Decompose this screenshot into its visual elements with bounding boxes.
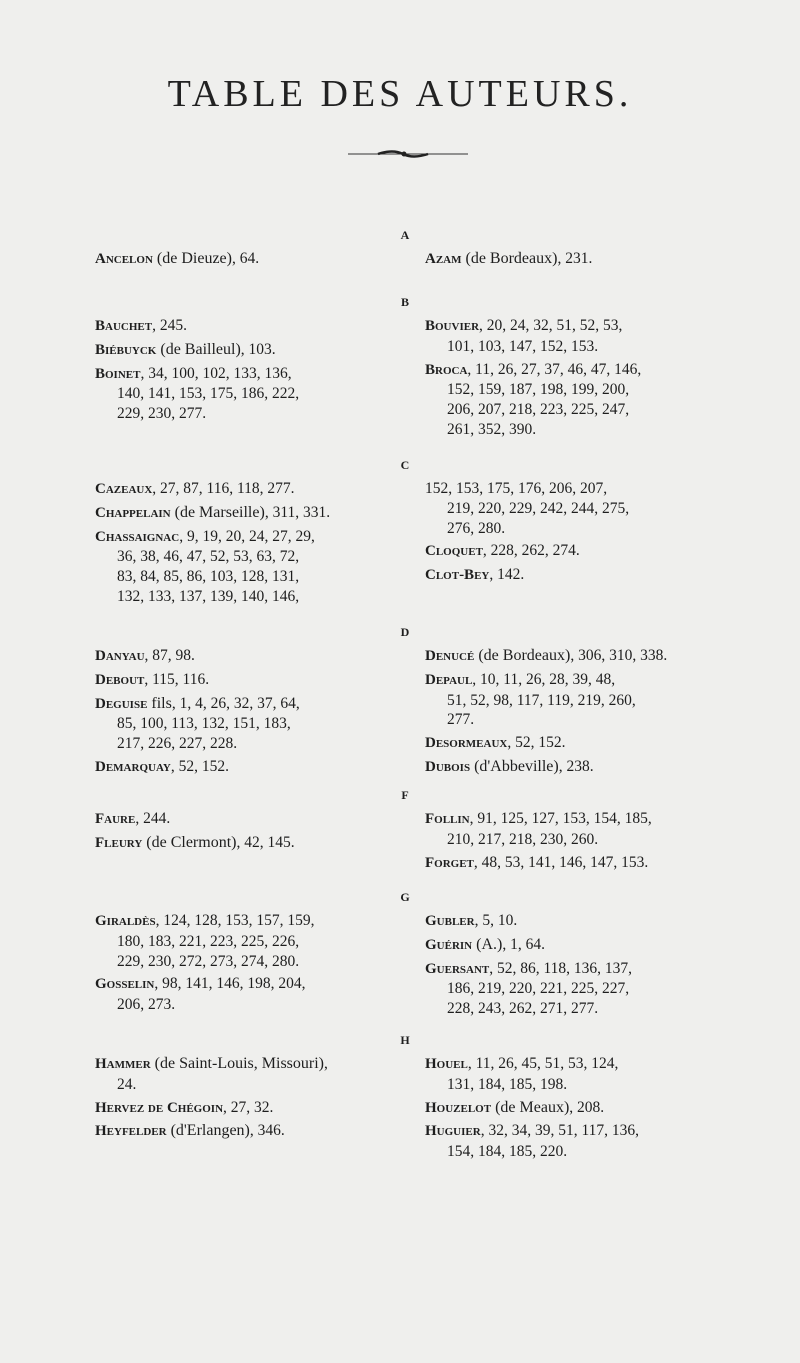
page-references-continued: 101, 103, 147, 152, 153. <box>447 337 599 355</box>
page-references: , 1, 64. <box>502 935 545 953</box>
author-name: Forget <box>425 854 474 871</box>
author-name: Bauchet <box>95 318 153 334</box>
author-entry <box>425 1098 735 1119</box>
page-references-continued: 229, 230, 272, 273, 274, 280. <box>117 952 300 970</box>
author-entry <box>425 360 735 440</box>
page-references-continued: 206, 273. <box>117 996 176 1014</box>
author-qualifier: (A.) <box>472 935 503 953</box>
column-right <box>425 809 735 876</box>
page-references-continued: 83, 84, 85, 86, 103, 128, 131, <box>117 568 300 586</box>
page-references-continued: 217, 226, 227, 228. <box>117 735 238 753</box>
page-references: , 208. <box>569 1098 605 1116</box>
author-qualifier: (de Clermont) <box>142 833 237 851</box>
author-entry <box>425 757 735 778</box>
author-entry <box>95 809 395 830</box>
section-letter: H <box>400 1033 410 1047</box>
section-letter: F <box>401 788 409 802</box>
author-name: Follin <box>425 811 470 827</box>
section-columns <box>95 911 735 1022</box>
page-references: , 20, 24, 32, 51, 52, 53, <box>479 317 623 334</box>
author-name: Houel <box>425 1056 468 1072</box>
author-entry <box>95 1121 395 1142</box>
author-name: Gubler <box>425 913 475 929</box>
section-columns <box>95 316 735 443</box>
page-references-continued: 152, 159, 187, 198, 199, 200, <box>447 381 630 399</box>
author-name: Cloquet <box>425 543 483 560</box>
column-left <box>95 911 395 1022</box>
author-entry <box>95 1098 395 1119</box>
ornament-divider <box>348 147 468 161</box>
page-references-continued: 186, 219, 220, 221, 225, 227, <box>447 980 630 998</box>
author-qualifier: fils <box>147 694 172 712</box>
page-references-continued: 276, 280. <box>447 519 506 537</box>
author-qualifier: (de Bordeaux) <box>474 647 571 664</box>
author-name: Giraldès <box>95 913 156 929</box>
page-references-continued: 154, 184, 185, 220. <box>447 1143 568 1161</box>
page-references: , 231. <box>557 250 593 267</box>
page-references-continued: 85, 100, 113, 132, 151, 183, <box>117 715 291 733</box>
page-references: , 64. <box>231 250 260 267</box>
author-qualifier: (de Saint-Louis, Missouri) <box>150 1055 324 1072</box>
author-entry <box>95 974 395 1015</box>
page-references: , 11, 26, 27, 37, 46, 47, 146, <box>467 360 642 378</box>
author-entry <box>95 757 395 778</box>
author-name: Clot-Bey <box>425 567 490 584</box>
author-qualifier: (d'Erlangen) <box>166 1122 250 1140</box>
author-entry <box>95 503 395 524</box>
author-name: Depaul <box>425 671 473 688</box>
page-references: , 238. <box>558 757 594 775</box>
author-name: Azam <box>425 251 462 267</box>
author-name: Chappelain <box>95 504 171 521</box>
author-name: Debout <box>95 671 145 688</box>
author-name: Huguier <box>425 1123 481 1140</box>
author-name: Desormeaux <box>425 735 508 752</box>
author-name: Denucé <box>425 648 475 664</box>
page-references: , <box>324 1055 328 1072</box>
page-references: , 1, 4, 26, 32, 37, 64, <box>171 694 300 712</box>
author-entry <box>425 479 735 538</box>
page-references: , 245. <box>152 317 187 334</box>
column-right <box>425 316 735 443</box>
author-entry <box>425 959 735 1019</box>
page-references: , 228, 262, 274. <box>482 542 580 560</box>
author-entry <box>425 1121 735 1162</box>
page-references: , 311, 331. <box>264 503 331 521</box>
author-qualifier: (de Marseille) <box>170 503 265 521</box>
author-entry <box>95 340 395 361</box>
author-qualifier: (de Meaux) <box>491 1098 570 1116</box>
section-c <box>95 455 735 610</box>
author-name: Houzelot <box>425 1099 492 1116</box>
author-name: Fleury <box>95 834 143 851</box>
author-qualifier: (d'Abbeville) <box>470 757 559 775</box>
page-references: , 11, 26, 45, 51, 53, 124, <box>467 1055 619 1072</box>
section-columns <box>95 249 735 273</box>
column-left <box>95 249 395 273</box>
author-entry <box>425 911 735 932</box>
section-letter: C <box>400 458 410 472</box>
page-references-continued: 277. <box>447 711 475 729</box>
author-name: Hammer <box>95 1056 151 1072</box>
page-references: , 27, 87, 116, 118, 277. <box>152 480 295 497</box>
author-name: Broca <box>425 361 468 378</box>
page-references: , 42, 145. <box>236 833 295 851</box>
page-references-continued: 51, 52, 98, 117, 119, 219, 260, <box>447 691 636 709</box>
column-right <box>425 249 735 273</box>
section-d <box>95 622 735 781</box>
column-left <box>95 646 395 781</box>
page-references: 152, 153, 175, 176, 206, 207, <box>425 480 608 497</box>
page-references: , 346. <box>249 1122 285 1140</box>
author-qualifier: (de Bordeaux) <box>461 250 558 267</box>
page-references: , 98, 141, 146, 198, 204, <box>154 975 306 993</box>
section-columns <box>95 479 735 610</box>
author-entry <box>425 809 735 850</box>
page-references: , 306, 310, 338. <box>570 647 668 664</box>
author-entry <box>95 670 395 691</box>
author-entry <box>95 479 395 500</box>
author-name: Guérin <box>425 936 473 953</box>
author-entry <box>425 853 735 874</box>
page-references: , 52, 86, 118, 136, 137, <box>489 959 633 977</box>
section-a <box>95 225 735 273</box>
page-references-continued: 132, 133, 137, 139, 140, 146, <box>117 587 300 605</box>
author-entry <box>425 1054 735 1095</box>
author-name: Demarquay <box>95 758 171 775</box>
author-name: Hervez de Chégoin <box>95 1099 224 1116</box>
author-entry <box>425 565 735 586</box>
column-right <box>425 911 735 1022</box>
author-name: Guersant <box>425 960 490 977</box>
author-entry <box>95 364 395 424</box>
page-references-continued: 228, 243, 262, 271, 277. <box>447 1000 599 1018</box>
column-right <box>425 1054 735 1165</box>
page-references: , 244. <box>135 810 171 827</box>
author-entry <box>425 670 735 730</box>
author-entry <box>425 541 735 562</box>
author-name: Cazeaux <box>95 481 153 497</box>
page-references: , 91, 125, 127, 153, 154, 185, <box>469 810 652 827</box>
author-entry <box>95 911 395 971</box>
author-name: Boinet <box>95 365 141 382</box>
section-letter: A <box>400 228 410 242</box>
page-references: , 5, 10. <box>474 912 518 929</box>
page-references: , 10, 11, 26, 28, 39, 48, <box>472 670 616 688</box>
section-h <box>95 1030 735 1165</box>
page-references-continued: 24. <box>117 1075 137 1093</box>
page-references-continued: 131, 184, 185, 198. <box>447 1075 568 1093</box>
author-name: Ancelon <box>95 251 153 267</box>
author-name: Chassaignac <box>95 528 180 545</box>
page-references: , 48, 53, 141, 146, 147, 153. <box>473 853 649 871</box>
author-name: Bouvier <box>425 318 480 334</box>
page-references-continued: 140, 141, 153, 175, 186, 222, <box>117 385 300 403</box>
author-entry <box>425 316 735 357</box>
author-qualifier: (de Dieuze) <box>152 250 232 267</box>
page-references: , 27, 32. <box>223 1098 274 1116</box>
page-references: , 34, 100, 102, 133, 136, <box>140 364 292 382</box>
page-title: TABLE DES AUTEURS. <box>167 73 633 115</box>
author-entry <box>95 694 395 754</box>
page-references: , 9, 19, 20, 24, 27, 29, <box>179 527 315 545</box>
section-columns <box>95 646 735 781</box>
page-references-continued: 261, 352, 390. <box>447 420 537 438</box>
author-qualifier: (de Bailleul) <box>156 340 241 358</box>
column-left <box>95 1054 395 1165</box>
page-references-continued: 36, 38, 46, 47, 52, 53, 63, 72, <box>117 548 300 566</box>
page-references: , 115, 116. <box>144 670 210 688</box>
author-entry <box>95 646 395 667</box>
author-name: Danyau <box>95 648 145 664</box>
page-references-continued: 210, 217, 218, 230, 260. <box>447 830 599 848</box>
page-references: , 142. <box>489 566 525 584</box>
page-references: , 103. <box>240 340 276 358</box>
author-entry <box>425 733 735 754</box>
author-entry <box>425 646 735 667</box>
author-entry <box>95 833 395 854</box>
page-references: , 124, 128, 153, 157, 159, <box>155 912 315 929</box>
author-name: Biébuyck <box>95 341 157 358</box>
author-entry <box>425 935 735 956</box>
author-entry <box>95 249 395 270</box>
page-references: , 32, 34, 39, 51, 117, 136, <box>480 1122 639 1140</box>
section-letter: D <box>400 625 410 639</box>
column-left <box>95 479 395 610</box>
column-left <box>95 809 395 876</box>
page-references: , 87, 98. <box>144 647 195 664</box>
author-entry <box>95 1054 395 1095</box>
author-name: Deguise <box>95 695 148 712</box>
column-right <box>425 646 735 781</box>
section-columns <box>95 1054 735 1165</box>
section-g <box>95 887 735 1022</box>
page-references-continued: 229, 230, 277. <box>117 405 207 423</box>
page-references-continued: 219, 220, 229, 242, 244, 275, <box>447 499 630 517</box>
section-f <box>95 785 735 876</box>
section-letter: G <box>400 890 410 904</box>
author-name: Faure <box>95 811 136 827</box>
page-references: , 52, 152. <box>507 734 566 752</box>
page-references-continued: 206, 207, 218, 223, 225, 247, <box>447 401 630 419</box>
page-references-continued: 180, 183, 221, 223, 225, 226, <box>117 932 300 950</box>
author-name: Dubois <box>425 758 471 775</box>
column-right <box>425 479 735 610</box>
author-entry <box>95 527 395 607</box>
section-b <box>95 292 735 443</box>
author-name: Gosselin <box>95 976 155 993</box>
column-left <box>95 316 395 443</box>
author-entry <box>95 316 395 337</box>
section-letter: B <box>400 295 409 309</box>
page-references: , 52, 152. <box>170 757 229 775</box>
author-entry <box>425 249 735 270</box>
author-name: Heyfelder <box>95 1123 167 1140</box>
section-columns <box>95 809 735 876</box>
